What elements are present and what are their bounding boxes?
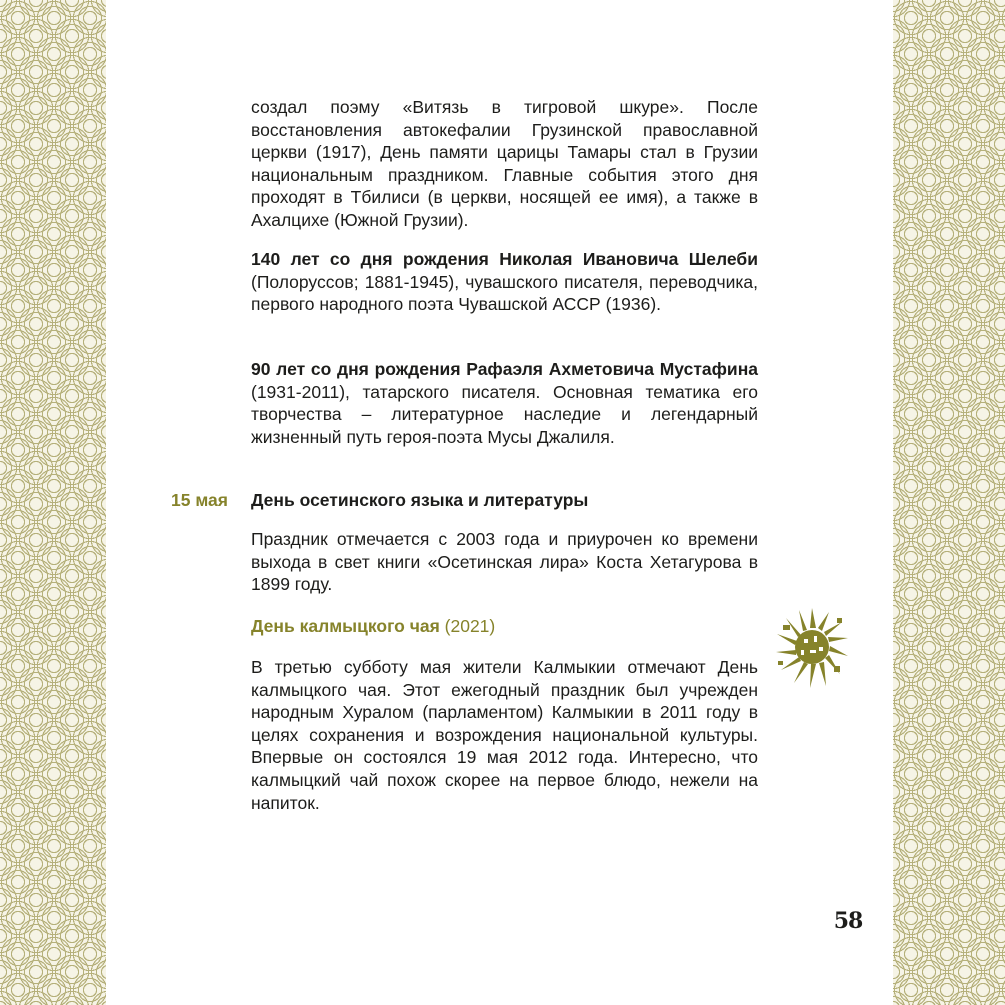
shelebi-text: (Полоруссов; 1881-1945), чувашского писателя, переводчика, первого народного поэта Чувашской АССР (1936). [251, 271, 758, 315]
starburst-emblem-icon [774, 606, 850, 690]
ornamental-border-left [0, 0, 106, 1005]
paragraph-shelebi [251, 248, 758, 316]
ornamental-border-right [893, 0, 1005, 1005]
date-label: 15 мая [171, 490, 228, 510]
ossetian-day-heading: День осетинского языка и литературы [251, 490, 589, 510]
paragraph-mustafin [251, 358, 758, 448]
paragraph-tamara: создал поэму «Витязь в тигровой шкуре». После восстановления автокефалии Грузинской православной церкви (1917), День памяти царицы Тамары стал в Грузии национальным праздником. Главные события этого дня проходят в Тбилиси (в церкви, носящей ее имя), а также в Ахалцихе (Южной Грузии). [251, 97, 758, 230]
kalmyk-tea-title: День калмыцкого чая [251, 616, 440, 636]
paragraph-kalmyk-tea: В третью субботу мая жители Калмыкии отмечают День калмыцкого чая. Этот ежегодный праздник был учрежден народным Хуралом (парламентом) Калмыкии в 2011 году в целях сохранения и возрождения национальной культуры. Впервые он состоялся 19 мая 2012 года. Интересно, что калмыцкий чай похож скорее на первое блюдо, нежели на напиток. [251, 657, 758, 813]
shelebi-title: 140 лет со дня рождения Николая Ивановича Шелеби [251, 249, 758, 269]
kalmyk-tea-year: (2021) [439, 616, 496, 636]
kalmyk-tea-heading [251, 615, 771, 638]
page-number: 58 [833, 908, 863, 934]
paragraph-ossetian: Праздник отмечается с 2003 года и приурочен ко времени выхода в свет книги «Осетинская лира» Коста Хетагурова в 1899 году. [251, 529, 758, 595]
mustafin-text: (1931-2011), татарского писателя. Основная тематика его творчества – литературное наследие и легендарный жизненный путь героя-поэта Мусы Джалиля. [251, 381, 758, 447]
mustafin-title: 90 лет со дня рождения Рафаэля Ахметовича Мустафина [251, 359, 758, 379]
